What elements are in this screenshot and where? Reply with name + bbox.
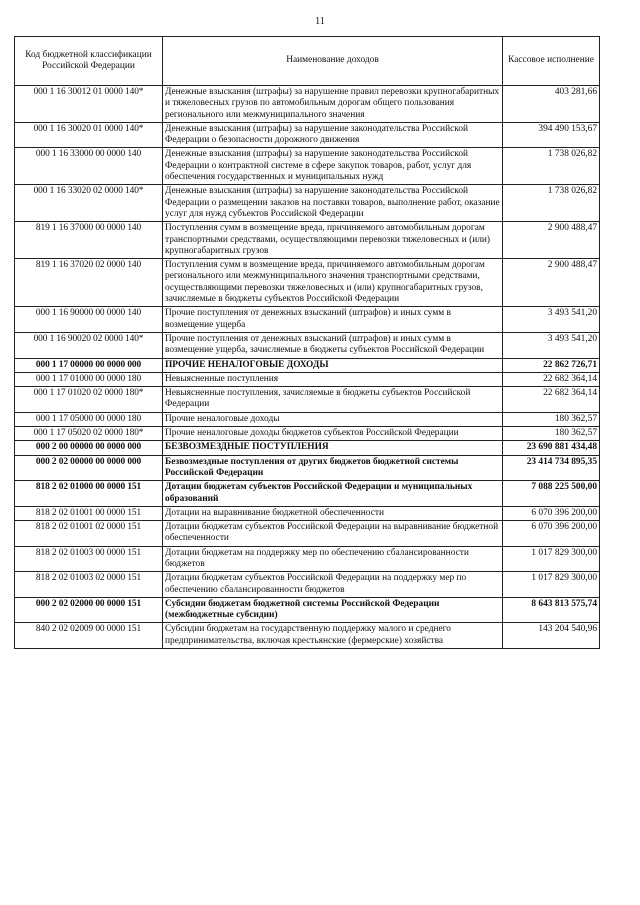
name-cell: Дотации бюджетам субъектов Российской Федерации на выравнивание бюджетной обеспеченности	[163, 521, 503, 547]
table-row	[15, 412, 600, 426]
code-cell: 000 1 17 01020 02 0000 180*	[15, 387, 163, 413]
table-row	[15, 185, 600, 222]
name-cell: Дотации бюджетам на поддержку мер по обеспечению сбалансированности бюджетов	[163, 546, 503, 572]
name-cell: Прочие неналоговые доходы	[163, 412, 503, 426]
amount-cell: 1 017 829 300,00	[503, 546, 600, 572]
name-cell: Денежные взыскания (штрафы) за нарушение правил перевозки крупногабаритных и тяжеловесных грузов по автомобильным дорогам общего пользования регионального или межмуниципального значения	[163, 86, 503, 123]
code-cell: 000 1 17 05020 02 0000 180*	[15, 427, 163, 441]
amount-cell: 2 900 488,47	[503, 222, 600, 259]
table-row	[15, 148, 600, 185]
code-cell: 000 1 16 33020 02 0000 140*	[15, 185, 163, 222]
code-cell: 000 1 17 05000 00 0000 180	[15, 412, 163, 426]
table-header-row	[15, 37, 600, 86]
table-row	[15, 259, 600, 307]
amount-cell: 7 088 225 500,00	[503, 481, 600, 507]
table-row	[15, 521, 600, 547]
amount-cell: 22 682 364,14	[503, 372, 600, 386]
code-cell: 818 2 02 01000 00 0000 151	[15, 481, 163, 507]
name-cell: Поступления сумм в возмещение вреда, причиняемого автомобильным дорогам транспортными средствами, осуществляющими перевозки тяжеловесных и (или) крупногабаритных грузов	[163, 222, 503, 259]
table-row	[15, 387, 600, 413]
code-cell: 840 2 02 02009 00 0000 151	[15, 623, 163, 649]
name-cell: Дотации на выравнивание бюджетной обеспеченности	[163, 506, 503, 520]
code-cell: 818 2 02 01001 02 0000 151	[15, 521, 163, 547]
name-cell: Прочие поступления от денежных взысканий (штрафов) и иных сумм в возмещение ущерба	[163, 307, 503, 333]
name-cell: Дотации бюджетам субъектов Российской Федерации и муниципальных образований	[163, 481, 503, 507]
name-cell: Субсидии бюджетам на государственную поддержку малого и среднего предпринимательства, включая крестьянские (фермерские) хозяйства	[163, 623, 503, 649]
amount-cell: 3 493 541,20	[503, 332, 600, 358]
code-cell: 000 2 00 00000 00 0000 000	[15, 441, 163, 455]
name-cell: Поступления сумм в возмещение вреда, причиняемого автомобильным дорогам регионального или межмуниципального значения транспортными средствами, осуществляющими перевозки тяжеловесных и (или) крупногабаритных грузов, зачисляемые в бюджеты субъектов Российской Федерации	[163, 259, 503, 307]
table-row	[15, 546, 600, 572]
amount-cell: 6 070 396 200,00	[503, 521, 600, 547]
table-row	[15, 332, 600, 358]
name-cell: Невыясненные поступления, зачисляемые в бюджеты субъектов Российской Федерации	[163, 387, 503, 413]
name-cell: ПРОЧИЕ НЕНАЛОГОВЫЕ ДОХОДЫ	[163, 358, 503, 372]
code-cell: 000 1 16 30020 01 0000 140*	[15, 122, 163, 148]
name-cell: Денежные взыскания (штрафы) за нарушение законодательства Российской Федерации о контрактной системе в сфере закупок товаров, работ, услуг для обеспечения государственных и муниципальных нужд	[163, 148, 503, 185]
amount-cell: 180 362,57	[503, 427, 600, 441]
table-row	[15, 455, 600, 481]
amount-cell: 22 862 726,71	[503, 358, 600, 372]
table-row	[15, 427, 600, 441]
amount-cell: 23 414 734 895,35	[503, 455, 600, 481]
header-code: Код бюджетной классификации Российской Федерации	[15, 37, 163, 86]
table-row	[15, 358, 600, 372]
table-row	[15, 372, 600, 386]
name-cell: Прочие неналоговые доходы бюджетов субъектов Российской Федерации	[163, 427, 503, 441]
table-row	[15, 597, 600, 623]
amount-cell: 143 204 540,96	[503, 623, 600, 649]
amount-cell: 23 690 881 434,48	[503, 441, 600, 455]
table-row	[15, 623, 600, 649]
amount-cell: 403 281,66	[503, 86, 600, 123]
code-cell: 000 1 17 00000 00 0000 000	[15, 358, 163, 372]
table-row	[15, 481, 600, 507]
amount-cell: 394 490 153,67	[503, 122, 600, 148]
amount-cell: 8 643 813 575,74	[503, 597, 600, 623]
amount-cell: 1 017 829 300,00	[503, 572, 600, 598]
code-cell: 000 2 02 00000 00 0000 000	[15, 455, 163, 481]
amount-cell: 22 682 364,14	[503, 387, 600, 413]
table-row	[15, 86, 600, 123]
name-cell: Денежные взыскания (штрафы) за нарушение законодательства Российской Федерации о безопасности дорожного движения	[163, 122, 503, 148]
code-cell: 000 1 16 30012 01 0000 140*	[15, 86, 163, 123]
code-cell: 819 1 16 37000 00 0000 140	[15, 222, 163, 259]
name-cell: Дотации бюджетам субъектов Российской Федерации на поддержку мер по обеспечению сбалансированности бюджетов	[163, 572, 503, 598]
code-cell: 000 1 16 90020 02 0000 140*	[15, 332, 163, 358]
code-cell: 819 1 16 37020 02 0000 140	[15, 259, 163, 307]
amount-cell: 6 070 396 200,00	[503, 506, 600, 520]
code-cell: 000 2 02 02000 00 0000 151	[15, 597, 163, 623]
page-number: 11	[315, 16, 325, 27]
name-cell: Субсидии бюджетам бюджетной системы Российской Федерации (межбюджетные субсидии)	[163, 597, 503, 623]
header-amount: Кассовое исполнение	[503, 37, 600, 86]
revenue-table	[14, 36, 600, 649]
code-cell: 818 2 02 01001 00 0000 151	[15, 506, 163, 520]
code-cell: 000 1 16 90000 00 0000 140	[15, 307, 163, 333]
table-row	[15, 222, 600, 259]
amount-cell: 2 900 488,47	[503, 259, 600, 307]
table-row	[15, 506, 600, 520]
table-row	[15, 122, 600, 148]
code-cell: 818 2 02 01003 00 0000 151	[15, 546, 163, 572]
amount-cell: 1 738 026,82	[503, 185, 600, 222]
header-name: Наименование доходов	[163, 37, 503, 86]
amount-cell: 1 738 026,82	[503, 148, 600, 185]
table-row	[15, 572, 600, 598]
table-row	[15, 441, 600, 455]
name-cell: Невыясненные поступления	[163, 372, 503, 386]
code-cell: 000 1 17 01000 00 0000 180	[15, 372, 163, 386]
amount-cell: 3 493 541,20	[503, 307, 600, 333]
table-body	[15, 86, 600, 649]
name-cell: Безвозмездные поступления от других бюджетов бюджетной системы Российской Федерации	[163, 455, 503, 481]
name-cell: Прочие поступления от денежных взысканий (штрафов) и иных сумм в возмещение ущерба, зачисляемые в бюджеты субъектов Российской Федерации	[163, 332, 503, 358]
name-cell: Денежные взыскания (штрафы) за нарушение законодательства Российской Федерации о размещении заказов на поставки товаров, выполнение работ, оказание услуг для нужд субъектов Российской Федерации	[163, 185, 503, 222]
table-row	[15, 307, 600, 333]
amount-cell: 180 362,57	[503, 412, 600, 426]
name-cell: БЕЗВОЗМЕЗДНЫЕ ПОСТУПЛЕНИЯ	[163, 441, 503, 455]
code-cell: 818 2 02 01003 02 0000 151	[15, 572, 163, 598]
code-cell: 000 1 16 33000 00 0000 140	[15, 148, 163, 185]
